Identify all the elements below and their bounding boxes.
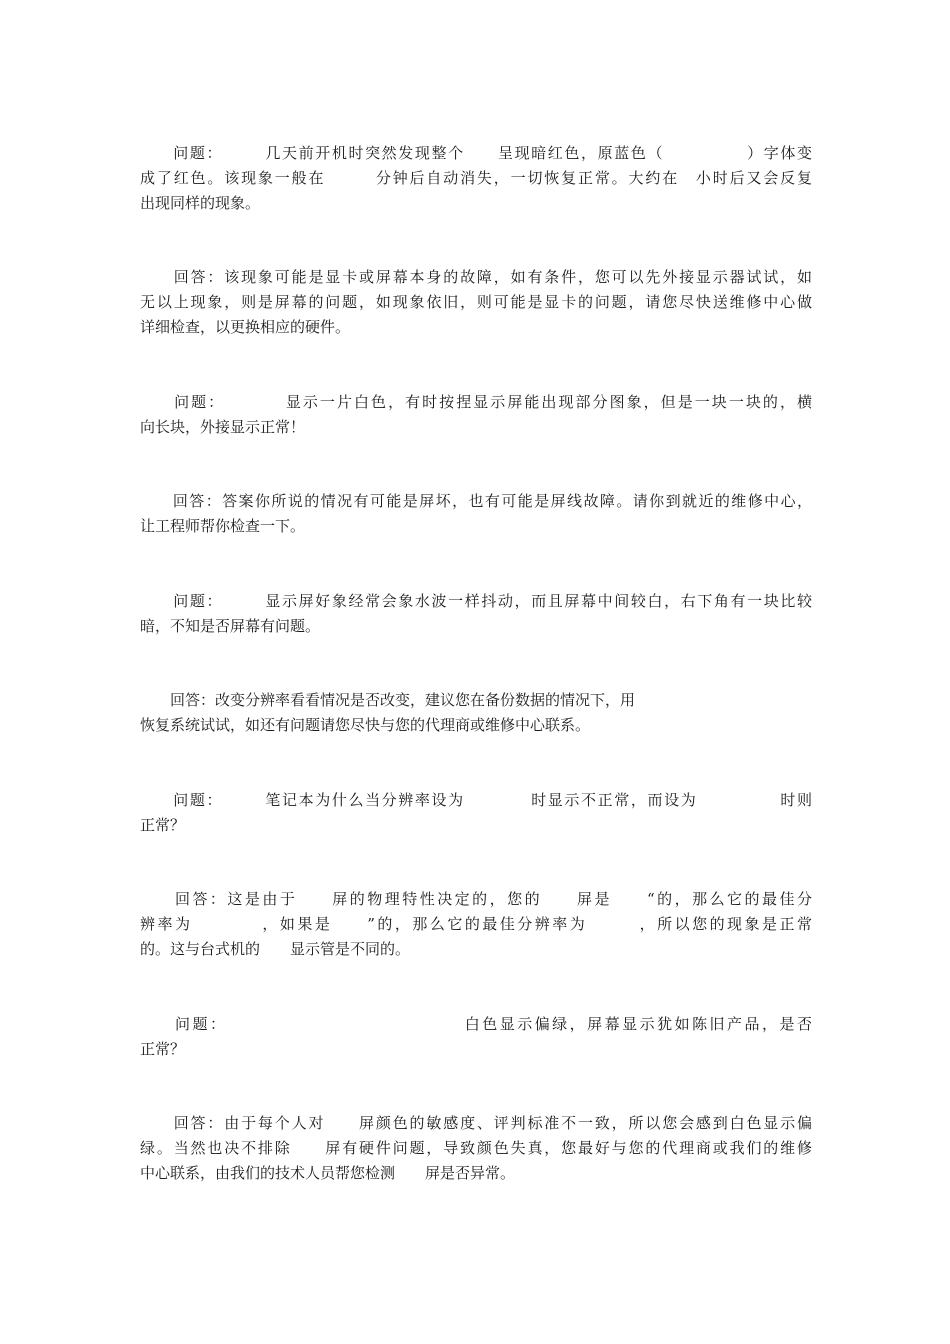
text-line: 问题： 显示屏好象经常会象水波一样抖动，而且屏幕中间较白，右下角有一块比较 — [140, 592, 812, 610]
question-paragraph — [140, 788, 812, 838]
text-line: 回答：这是由于 屏的物理特性决定的，您的 屏是 “的，那么它的最佳分 — [140, 890, 812, 908]
text-line: 的。这与台式机的 显示管是不同的。 — [140, 940, 411, 958]
answer-paragraph — [140, 265, 812, 340]
question-paragraph — [140, 589, 812, 639]
text-line: 向长块，外接显示正常！ — [140, 418, 306, 436]
text-line: 问题： 几天前开机时突然发现整个 呈现暗红色，原蓝色（ ）字体变 — [140, 144, 812, 162]
text-line: 问题： 显示一片白色，有时按捏显示屏能出现部分图象，但是一块一块的，横 — [140, 393, 812, 411]
text-line: 回答：改变分辨率看看情况是否改变，建议您在备份数据的情况下，用 — [140, 691, 636, 709]
text-line: 恢复系统试试，如还有问题请您尽快与您的代理商或维修中心联系。 — [140, 716, 591, 734]
text-line: 暗，不知是否屏幕有问题。 — [140, 617, 321, 635]
answer-paragraph — [140, 887, 812, 962]
text-line: 正常？ — [140, 816, 186, 834]
text-line: 让工程师帮你检查一下。 — [140, 517, 306, 535]
answer-paragraph — [140, 1111, 812, 1186]
text-line: 出现同样的现象。 — [140, 194, 261, 212]
text-line: 问题： 白色显示偏绿，屏幕显示犹如陈旧产品，是否 — [140, 1015, 812, 1033]
answer-paragraph — [140, 688, 812, 738]
question-paragraph — [140, 1012, 812, 1062]
text-line: 无以上现象，则是屏幕的问题，如现象依旧，则可能是显卡的问题，请您尽快送维修中心做 — [140, 293, 812, 311]
question-paragraph — [140, 390, 812, 440]
text-line: 问题： 笔记本为什么当分辨率设为 时显示不正常，而设为 时则 — [140, 791, 812, 809]
text-line: 回答：由于每个人对 屏颜色的敏感度、评判标准不一致，所以您会感到白色显示偏 — [140, 1114, 812, 1132]
text-line: 详细检查，以更换相应的硬件。 — [140, 318, 351, 336]
text-line: 辨率为 ，如果是 ”的，那么它的最佳分辨率为 ，所以您的现象是正常 — [140, 915, 812, 933]
text-line: 回答：答案你所说的情况有可能是屏坏，也有可能是屏线故障。请你到就近的维修中心， — [140, 492, 812, 510]
text-line: 绿。当然也决不排除 屏有硬件问题，导致颜色失真，您最好与您的代理商或我们的维修 — [140, 1139, 812, 1157]
text-line: 正常？ — [140, 1040, 186, 1058]
answer-paragraph — [140, 489, 812, 539]
text-line: 回答：该现象可能是显卡或屏幕本身的故障，如有条件，您可以先外接显示器试试，如 — [140, 268, 812, 286]
text-line: 成了红色。该现象一般在 分钟后自动消失，一切恢复正常。大约在 小时后又会反复 — [140, 169, 812, 187]
text-line: 中心联系，由我们的技术人员帮您检测 屏是否异常。 — [140, 1164, 516, 1182]
question-paragraph — [140, 141, 812, 216]
